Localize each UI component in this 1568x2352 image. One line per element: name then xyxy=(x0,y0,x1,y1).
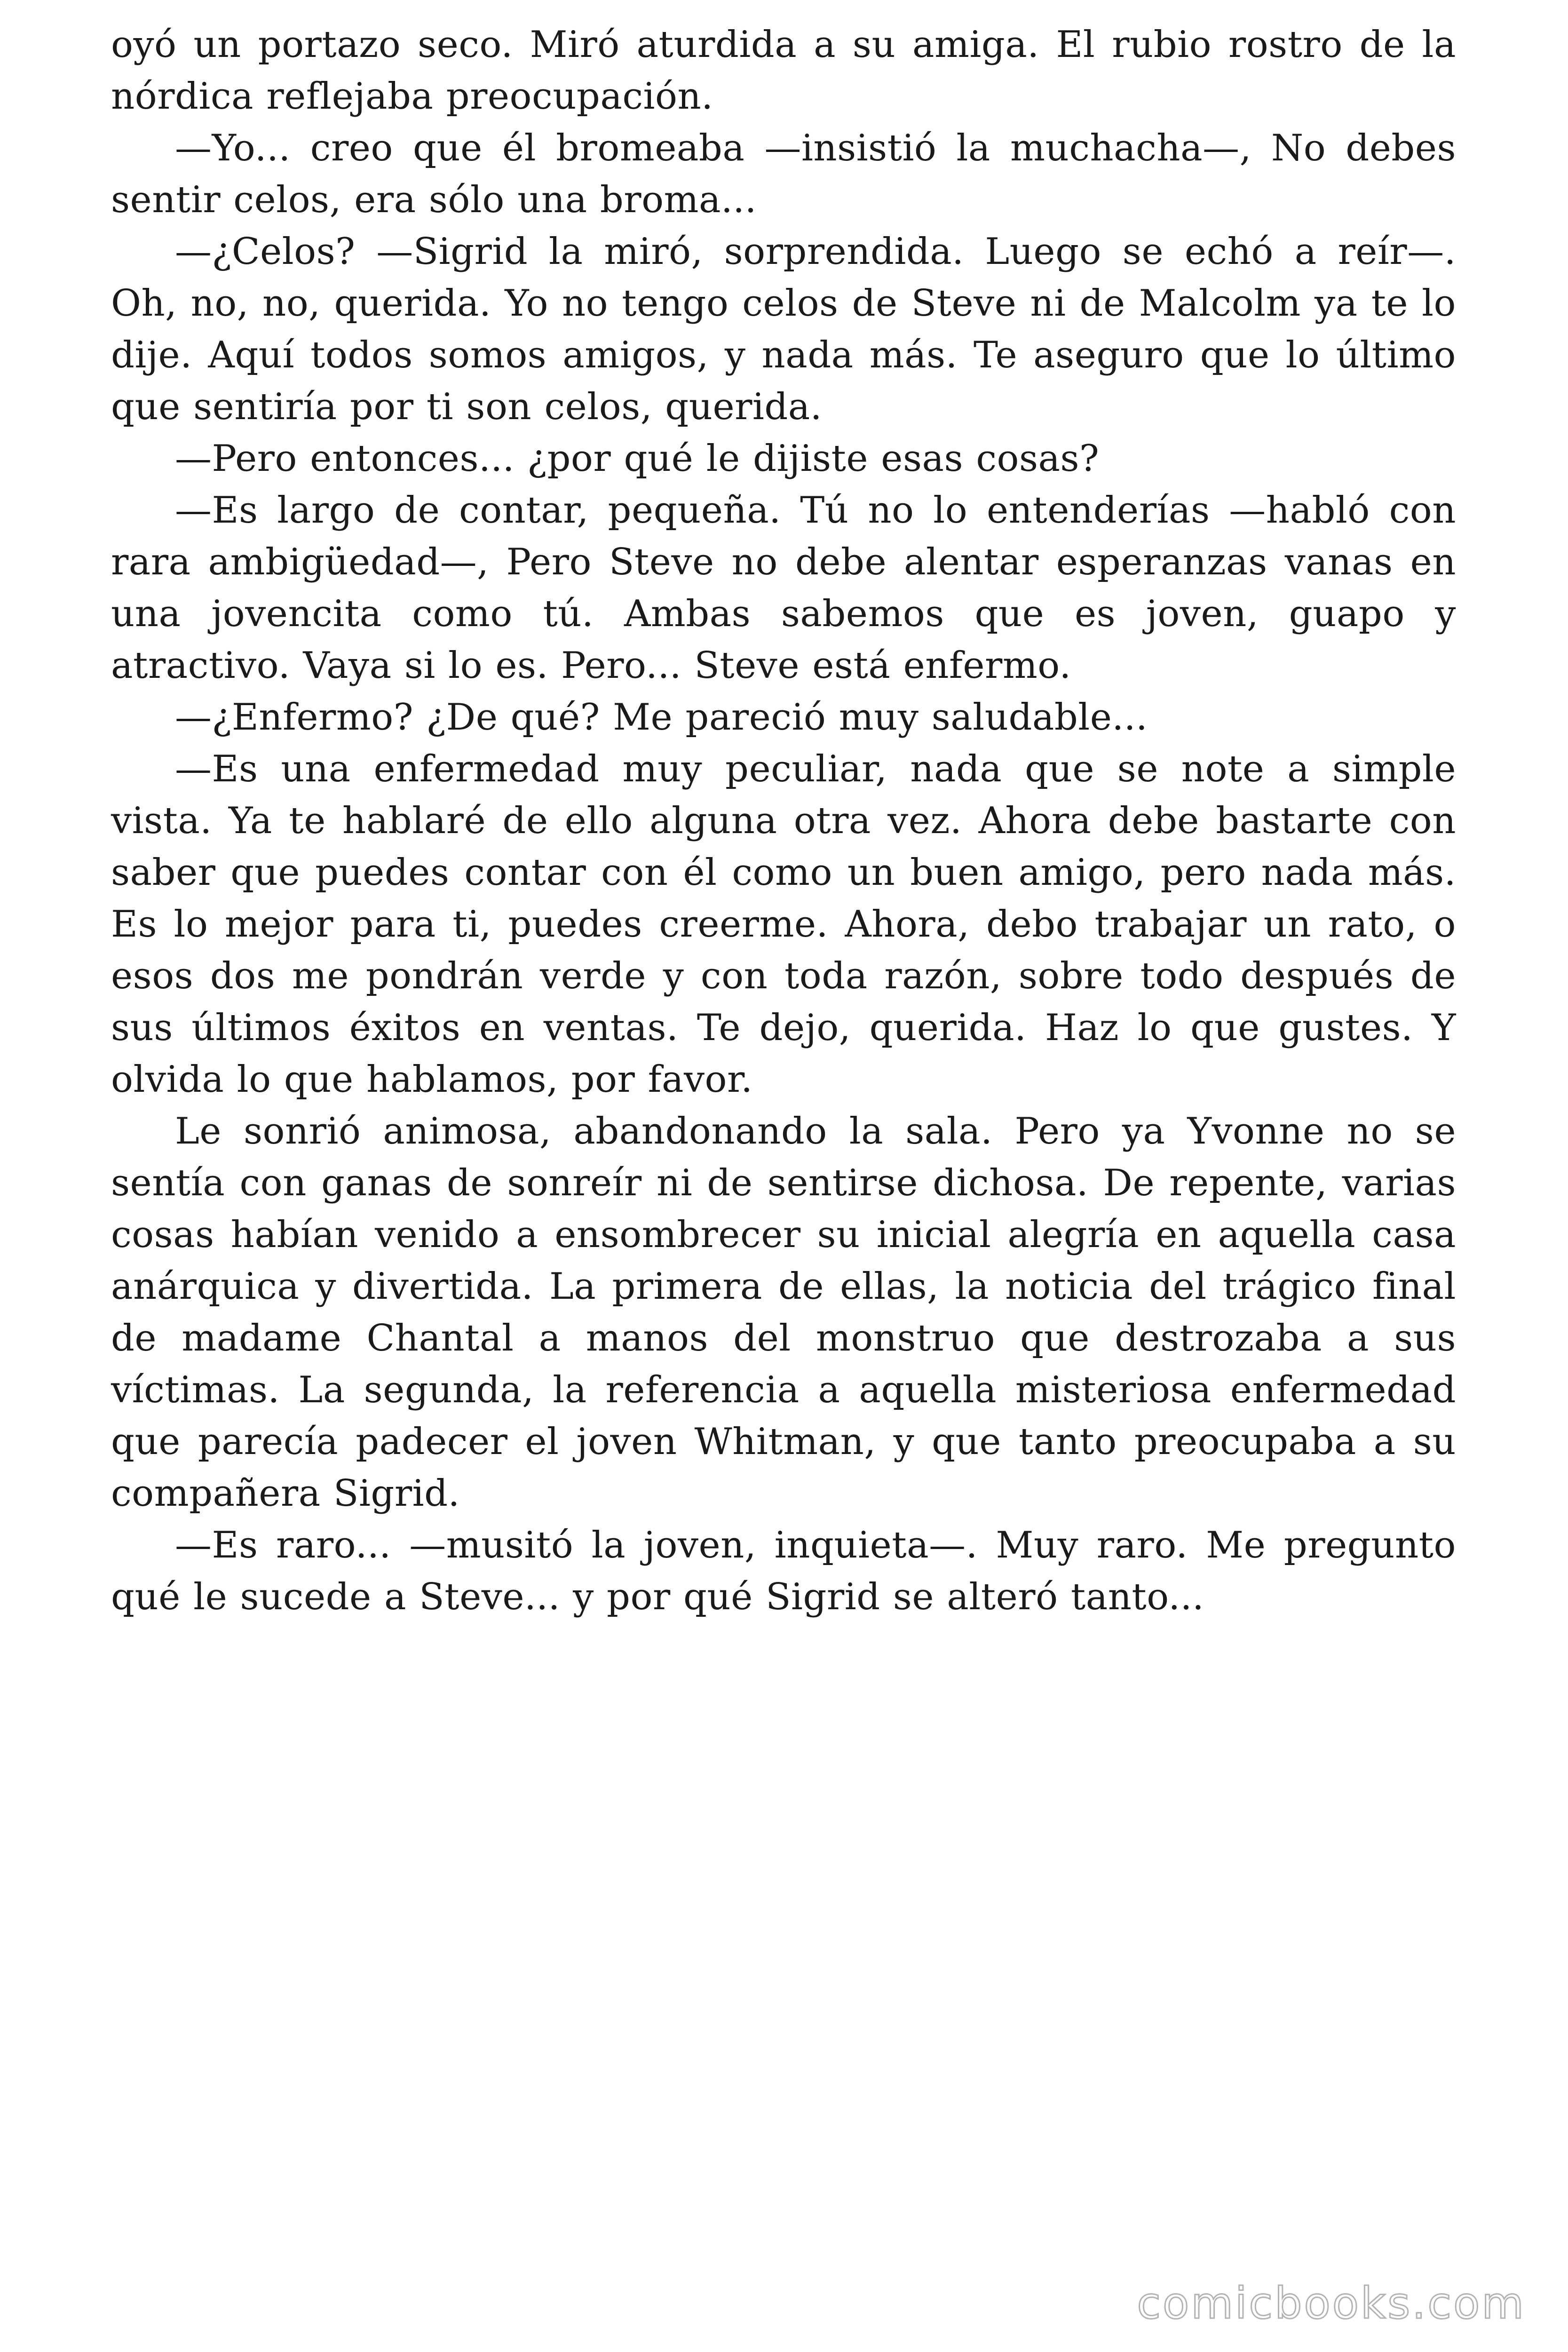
paragraph: oyó un portazo seco. Miró aturdida a su amiga. El rubio rostro de la nórdica reflejaba preocupación. xyxy=(111,24,1456,118)
paragraph: —Yo... creo que él bromeaba —insistió la muchacha—, No debes sentir celos, era sólo una broma... xyxy=(111,127,1456,221)
paragraph: —¿Celos? —Sigrid la miró, sorprendida. Luego se echó a reír—. Oh, no, no, querida. Yo no tengo celos de Steve ni de Malcolm ya te lo dije. Aquí todos somos amigos, y nada más. Te aseguro que lo último que sentiría por ti son celos, querida. xyxy=(111,230,1456,428)
paragraph: —Es una enfermedad muy peculiar, nada que se note a simple vista. Ya te hablaré de ello alguna otra vez. Ahora debe bastarte con saber que puedes contar con él como un buen amigo, pero nada más. Es lo mejor para ti, puedes creerme. Ahora, debo trabajar un rato, o esos dos me pondrán verde y con toda razón, sobre todo después de sus últimos éxitos en ventas. Te dejo, querida. Haz lo que gustes. Y olvida lo que hablamos, por favor. xyxy=(111,748,1456,1101)
paragraph: —Es raro... —musitó la joven, inquieta—. Muy raro. Me pregunto qué le sucede a Steve... y por qué Sigrid se alteró tanto... xyxy=(111,1524,1456,1618)
paragraph: —Pero entonces... ¿por qué le dijiste esas cosas? xyxy=(175,437,1100,480)
paragraph: Le sonrió animosa, abandonando la sala. Pero ya Yvonne no se sentía con ganas de sonreír ni de sentirse dichosa. De repente, varias cosas habían venido a ensombrecer su inicial alegría en aquella casa anárquica y divertida. La primera de ellas, la noticia del trágico final de madame Chantal a manos del monstruo que destrozaba a sus víctimas. La segunda, la referencia a aquella misteriosa enfermedad que parecía padecer el joven Whitman, y que tanto preocupaba a su compañera Sigrid. xyxy=(111,1110,1456,1515)
paragraph: —Es largo de contar, pequeña. Tú no lo entenderías —habló con rara ambigüedad—, Pero Steve no debe alentar esperanzas vanas en una jovencita como tú. Ambas sabemos que es joven, guapo y atractivo. Vaya si lo es. Pero... Steve está enfermo. xyxy=(111,489,1456,687)
paragraph: —¿Enfermo? ¿De qué? Me pareció muy saludable... xyxy=(175,696,1148,739)
page-body xyxy=(111,19,1456,1623)
watermark: comicbooks.com xyxy=(1137,2278,1526,2328)
